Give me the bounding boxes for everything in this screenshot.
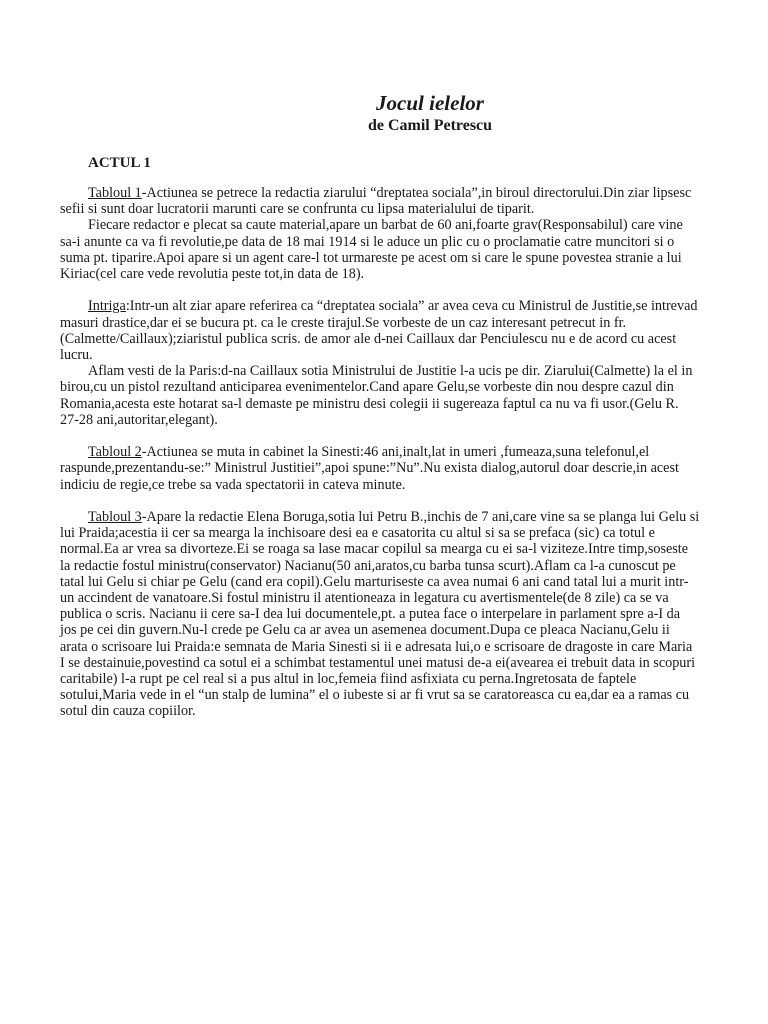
document-body	[60, 185, 700, 720]
paragraph-tabloul-3	[60, 509, 700, 720]
paragraph-text: :Intr-un alt ziar apare referirea ca “dreptatea sociala” ar avea ceva cu Ministrul de Justitie,se intrevad masuri drastice,dar ei se bucura pt. ca le creste tirajul.Se vorbeste de un caz interesant petrecut in fr.(Calmette/Caillaux);ziaristul publica scris. de amor ale d-nei Caillaux dar Penciulescu nu e de acord cu acest lucru.	[60, 298, 698, 364]
document-title: Jocul ielelor	[376, 91, 484, 115]
paragraph-text: -Actiunea se muta in cabinet la Sinesti:46 ani,inalt,lat in umeri ,fumeaza,suna telefonul,el raspunde,prezentandu-se:” Ministrul Justitiei”,apoi spune:”Nu”.Nu exista dialog,autorul doar descrie,in acest indiciu de regie,ce trebe sa vada spectatorii in cateva minute.	[60, 444, 679, 493]
paragraph-tabloul-2	[60, 444, 700, 493]
paragraph-intriga	[60, 298, 700, 363]
act-heading: ACTUL 1	[88, 155, 151, 171]
paragraph-text: Fiecare redactor e plecat sa caute material,apare un barbat de 60 ani,foarte grav(Responsabilul) care vine sa-i anunte ca va fi revolutie,pe data de 18 mai 1914 si le aduce un plic cu o proclamatie catre muncitori si o suma pt. tiparire.Apoi apare si un agent care-l tot urmareste pe acest om si care le spune povestea stranie a lui Kiriac(cel care vede revolutia peste tot,in data de 18).	[60, 217, 683, 283]
section-label: Tabloul 1	[88, 185, 142, 201]
section-label: Tabloul 2	[88, 444, 142, 461]
paragraph-text: Aflam vesti de la Paris:d-na Caillaux sotia Ministrului de Justitie l-a ucis pe dir. Ziarului(Calmette) la el in birou,cu un pistol rezultand anticiparea evenimentelor.Cand apare Gelu,se vorbeste din nou despre cazul din Romania,acesta este hotarat sa-l demaste pe ministru desi colegii ii sugereaza faptul ca nu va fi usor.(Gelu R. 27-28 ani,autoritar,elegant).	[60, 363, 693, 428]
section-label: Tabloul 3	[88, 509, 142, 526]
document-author: de Camil Petrescu	[367, 117, 493, 134]
paragraph-text: -Apare la redactie Elena Boruga,sotia lui Petru B.,inchis de 7 ani,care vine sa se planga lui Gelu si lui Praida;acestia ii cer sa mearga la inchisoare desi ea e casatorita cu altul si sa se prefaca (sic) ca totul e normal.Ea ar vrea sa divorteze.Ei se roaga sa lase macar copilul sa mearga cu ei sa-l viziteze.Intre timp,soseste la redactie fostul ministru(conservator) Nacianu(50 ani,aratos,cu barba tunsa scurt).Aflam ca l-a cunoscut pe tatal lui Gelu si chiar pe Gelu (cand era copil).Gelu marturiseste ca avea numai 6 ani cand tatal lui a murit intr-un accindent de vanatoare.Si fostul ministru il atentioneaza in legatura cu avertismentele(de 8 zile) ca se va publica o scris. Nacianu ii cere sa-I dea lui documentele,pt. a putea face o interpelare in parlament spre a-I da jos pe cei din guvern.Nu-l crede pe Gelu ca ar avea un asemenea document.Dupa ce pleaca Nacianu,Gelu ii arata o scrisoare lui Praida:e semnata de Maria Sinesti si ii e adresata lui,o e scrisoare de dragoste in care Maria I se destainuie,povestind ca sotul ei a schimbat testamentul unei matusi de-a ei(avearea ei trebuit data in scopuri caritabile) l-a rupt pe cel real si a pus altul in loc,femeia fiind asfixiata cu perna.Ingretosata de faptele sotului,Maria vede in el “un stalp de lumina” el o iubeste si ar fi vrut sa se caratoreasca cu ea,dar ea a ramas cu sotul din cauza copiilor.	[60, 509, 700, 720]
section-label: Intriga	[88, 298, 126, 315]
paragraph-tabloul-1	[60, 185, 700, 217]
paragraph	[60, 217, 700, 282]
paragraph	[60, 363, 700, 428]
paragraph-text: -Actiunea se petrece la redactia ziarului “dreptatea sociala”,in biroul directorului.Din ziar lipsesc sefii si sunt doar lucratorii marunti care se confrunta cu lipsa materialului de tiparit.	[60, 185, 692, 218]
